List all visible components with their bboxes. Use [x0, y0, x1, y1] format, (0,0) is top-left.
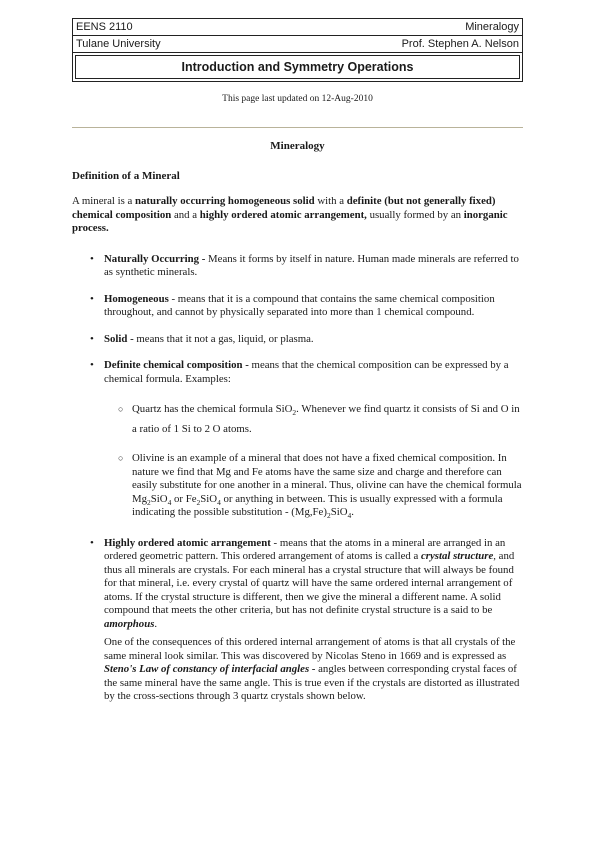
consequences-paragraph: One of the consequences of this ordered internal arrangement of atoms is that all crystals of the same mineral look similar. This was discovered by Nicolas Steno in 1669 and is expressed as Steno's Law of constancy of interfacial angles - angles between corresponding crystal faces of the same mineral have the same angle. This is true even if the crystals are distorted as illustrated by the cross-sections through 3 quartz crystals shown below.: [104, 636, 520, 702]
header-table: [72, 18, 523, 82]
main-content: [72, 195, 523, 704]
header-row-course: [73, 19, 522, 36]
circle-bullet-icon: ○: [118, 453, 124, 463]
example-quartz: ○ Quartz has the chemical formula SiO$_2$. Whenever we find quartz it consists of Si and O in a ratio of 1 Si to 2 O atoms.: [72, 399, 523, 439]
page-title: Introduction and Symmetry Operations: [75, 55, 520, 79]
subject-name: Mineralogy: [465, 21, 519, 33]
bullet-dot-icon: •: [90, 292, 94, 305]
bullet-dot-icon: •: [90, 359, 94, 371]
example-olivine: ○ Olivine is an example of a mineral that does not have a fixed chemical composition. In nature we find that Mg and Fe atoms have the same size and charge and therefore can easily substitute for one another in a mineral. Thus, olivine can have the chemical formula $Mg_2SiO_4$ or $Fe_2SiO_4$ or anything in between. This is usually expressed with a formula indicating the possible substitution - $(Mg,Fe)_2SiO_4$.: [118, 452, 522, 521]
course-code: EENS 2110: [76, 21, 133, 33]
divider: [72, 127, 523, 128]
bullet-dot-icon: •: [90, 332, 94, 345]
intro-paragraph: A mineral is a naturally occurring homogeneous solid with a definite (but not generally fixed) chemical composition and a highly ordered atomic arrangement, usually formed by an inorganic process.: [72, 195, 508, 234]
bullet-naturally-occurring: • Naturally Occurring - Means it forms by itself in nature. Human made minerals are referred to as synthetic minerals.: [90, 252, 519, 278]
bullet-solid: • Solid - means that it not a gas, liquid, or plasma.: [90, 332, 314, 345]
subheading: Definition of a Mineral: [72, 170, 180, 182]
bullet-dot-icon: •: [90, 536, 94, 549]
section-title: Mineralogy: [270, 140, 325, 152]
circle-bullet-icon: ○: [118, 404, 124, 414]
bullet-homogeneous: • Homogeneous - means that it is a compound that contains the same chemical composition throughout, and cannot by physically separated into more than 1 chemical compound.: [90, 292, 495, 318]
bullet-definite-composition: • Definite chemical composition - means that the chemical composition can be expressed by a chemical formula. Examples:: [90, 359, 509, 385]
university-name: Tulane University: [76, 38, 161, 50]
header-row-university: [73, 36, 522, 53]
bullet-ordered-arrangement: • Highly ordered atomic arrangement - means that the atoms in a mineral are arranged in an ordered geometric pattern. This ordered arrangement of atoms is called a crystal structure, and thus all minerals are crystals. For each mineral has a crystal structure that will always be found for that mineral, i.e. every crystal of quartz will have the same ordered internal arrangement of atoms. If the crystal structure is different, then we give the mineral a different name. A solid compound that meets the other criteria, but has not definite crystal structure is a said to be amorphous.: [90, 536, 515, 630]
bullet-dot-icon: •: [90, 252, 94, 265]
professor-name: Prof. Stephen A. Nelson: [401, 38, 519, 50]
last-updated: This page last updated on 12-Aug-2010: [222, 94, 373, 104]
